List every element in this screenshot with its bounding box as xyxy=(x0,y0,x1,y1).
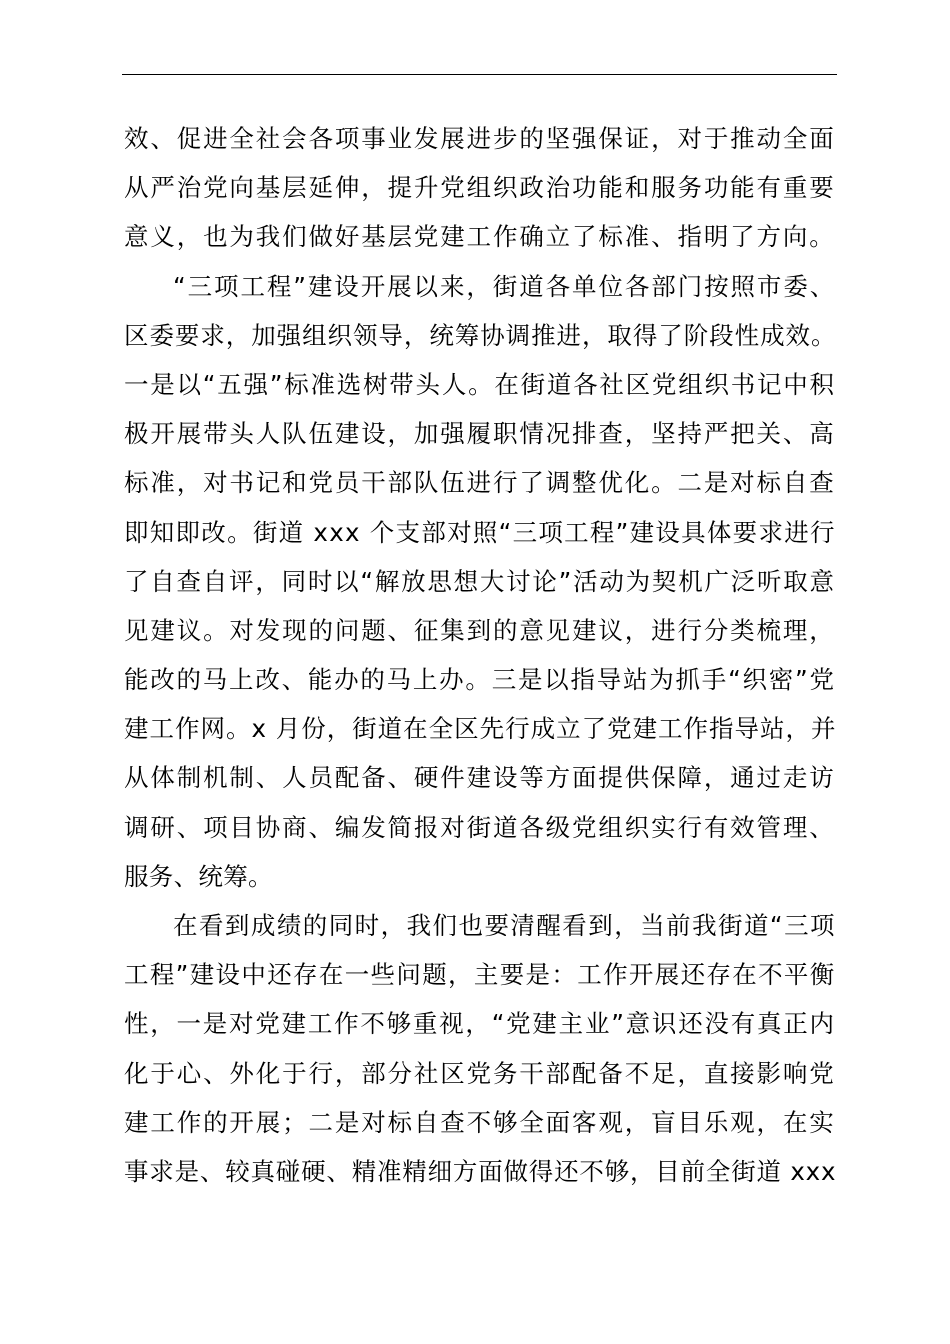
text-line: 调研、项目协商、编发简报对街道各级党组织实行有效管理、 xyxy=(124,812,836,842)
text-line: 化于心、外化于行，部分社区党务干部配备不足，直接影响党 xyxy=(124,1058,836,1088)
text-line: 在看到成绩的同时，我们也要清醒看到，当前我街道“三项 xyxy=(173,911,836,940)
text-line: 效、促进全社会各项事业发展进步的坚强保证，对于推动全面 xyxy=(124,124,836,153)
text-line: “三项工程”建设开展以来，街道各单位各部门按照市委、 xyxy=(173,271,837,301)
text-line: 工程”建设中还存在一些问题，主要是：工作开展还存在不平衡 xyxy=(124,960,836,990)
text-line: 极开展带头人队伍建设，加强履职情况排查，坚持严把关、高 xyxy=(124,419,836,449)
text-line: 意义，也为我们做好基层党建工作确立了标准、指明了方向。 xyxy=(124,222,836,252)
header-rule xyxy=(122,74,837,75)
text-line: 事求是、较真碰硬、精准精细方面做得还不够，目前全街道 xxx xyxy=(124,1156,837,1186)
text-line: 标准，对书记和党员干部队伍进行了调整优化。二是对标自查 xyxy=(124,468,836,498)
text-line: 了自查自评，同时以“解放思想大讨论”活动为契机广泛听取意 xyxy=(124,566,836,596)
text-line: 见建议。对发现的问题、征集到的意见建议，进行分类梳理， xyxy=(124,615,836,645)
text-line: 区委要求，加强组织领导，统筹协调推进，取得了阶段性成效。 xyxy=(124,320,837,350)
text-line: 即知即改。街道 xxx 个支部对照“三项工程”建设具体要求进行 xyxy=(124,517,836,547)
text-line: 能改的马上改、能办的马上办。三是以指导站为抓手“织密”党 xyxy=(124,665,836,695)
text-line: 从体制机制、人员配备、硬件建设等方面提供保障，通过走访 xyxy=(124,763,836,793)
text-line: 从严治党向基层延伸，提升党组织政治功能和服务功能有重要 xyxy=(124,173,836,203)
text-line: 一是以“五强”标准选树带头人。在街道各社区党组织书记中积 xyxy=(124,369,836,399)
text-line: 建工作网。x 月份，街道在全区先行成立了党建工作指导站，并 xyxy=(124,714,837,744)
text-line: 性，一是对党建工作不够重视，“党建主业”意识还没有真正内 xyxy=(124,1009,836,1039)
text-line: 服务、统筹。 xyxy=(124,861,273,891)
text-line: 建工作的开展；二是对标自查不够全面客观，盲目乐观，在实 xyxy=(124,1107,836,1137)
body-text xyxy=(124,114,844,1196)
